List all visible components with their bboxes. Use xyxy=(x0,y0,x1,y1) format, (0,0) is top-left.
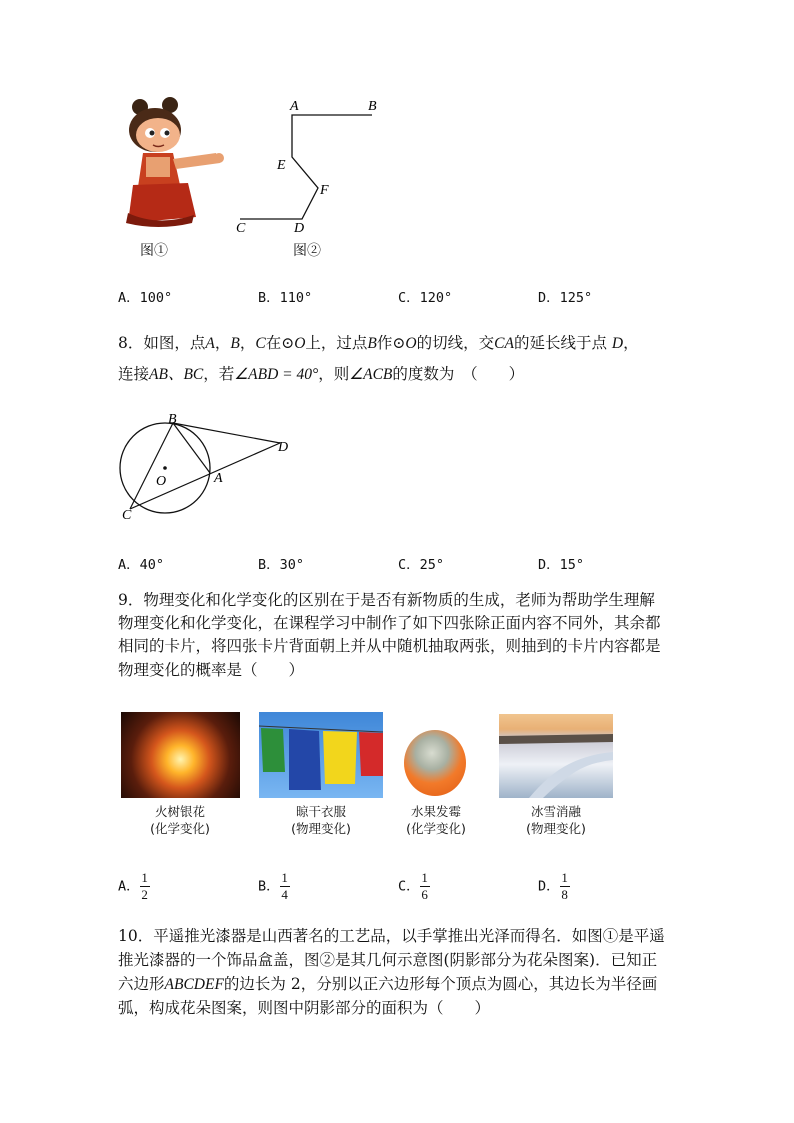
card-image-moldy-orange xyxy=(404,730,466,796)
circle-symbol-icon: ⊙ xyxy=(281,334,295,352)
label-C: C xyxy=(236,221,246,235)
circle-symbol-icon: ⊙ xyxy=(392,334,406,352)
fig-label-C: C xyxy=(122,508,132,523)
card-image-snow-melting xyxy=(499,714,613,798)
q9-option-c: C． $\frac{1}{6}$ xyxy=(398,870,428,902)
q8-figure-circle-tangent xyxy=(110,405,300,530)
card-caption-1: 火树银花 (化学变化) xyxy=(150,804,210,836)
q8-stem-line-1: 8．如图，点A，B，C在⊙O上，过点B作⊙O的切线，交CA的延长线于点 D， xyxy=(118,334,639,352)
q7-figure-1-nezha xyxy=(118,95,228,230)
label-B: B xyxy=(368,99,377,114)
label-F: F xyxy=(320,183,329,198)
q9-option-a: A． $\frac{1}{2}$ xyxy=(118,870,148,902)
q9-option-d: D． $\frac{1}{8}$ xyxy=(538,870,568,902)
q7-figure-1-caption: 图① xyxy=(140,243,168,259)
q7-figure-2-caption: 图② xyxy=(293,243,321,259)
q9-stem-line-1: 9．物理变化和化学变化的区别在于是否有新物质的生成，老师为帮助学生理解 xyxy=(118,591,655,609)
card-caption-4: 冰雪消融 (物理变化) xyxy=(526,804,586,836)
q9-stem-line-3: 相同的卡片，将四张卡片背面朝上并从中随机抽取两张，则抽到的卡片内容都是 xyxy=(118,637,661,655)
card-image-clothes xyxy=(259,712,383,798)
q7-option-a: A．100° xyxy=(118,290,173,306)
q8-option-a: A．40° xyxy=(118,557,165,573)
q9-option-b: B． $\frac{1}{4}$ xyxy=(258,870,288,902)
q10-stem-line-1: 10．平遥推光漆器是山西著名的工艺品，以手掌推出光泽而得名．如图①是平遥 xyxy=(118,927,665,945)
q10-stem-line-3: 六边形ABCDEF的边长为 2，分别以正六边形每个顶点为圆心，其边长为半径画 xyxy=(118,975,658,993)
q10-stem-line-2: 推光漆器的一个饰品盒盖，图②是其几何示意图(阴影部分为花朵图案)．已知正 xyxy=(118,951,658,969)
q7-option-c: C．120° xyxy=(398,290,453,306)
q7-figure-2-polyline xyxy=(230,95,390,235)
card-caption-2: 晾干衣服 (物理变化) xyxy=(291,804,351,836)
q8-option-c: C．25° xyxy=(398,557,445,573)
q8-option-d: D．15° xyxy=(538,557,585,573)
q7-option-d: D．125° xyxy=(538,290,593,306)
card-image-fireworks xyxy=(121,712,240,798)
fig-label-A: A xyxy=(214,471,223,486)
label-E: E xyxy=(277,158,286,173)
q7-option-b: B．110° xyxy=(258,290,313,306)
card-caption-3: 水果发霉 (化学变化) xyxy=(406,804,466,836)
fig-label-B: B xyxy=(168,412,177,427)
q10-stem-line-4: 弧，构成花朵图案，则图中阴影部分的面积为（ ） xyxy=(118,999,491,1017)
q8-stem-line-2: 连接AB、BC，若∠ABD = 40°，则∠ACB的度数为 （ ） xyxy=(118,365,525,383)
q9-stem-line-2: 物理变化和化学变化，在课程学习中制作了如下四张除正面内容不同外，其余都 xyxy=(118,614,661,632)
q8-option-b: B．30° xyxy=(258,557,305,573)
label-A: A xyxy=(290,99,299,114)
fig-label-D: D xyxy=(278,440,289,455)
fig-label-O: O xyxy=(156,474,167,489)
label-D: D xyxy=(294,221,305,235)
q9-stem-line-4: 物理变化的概率是（ ） xyxy=(118,661,305,679)
